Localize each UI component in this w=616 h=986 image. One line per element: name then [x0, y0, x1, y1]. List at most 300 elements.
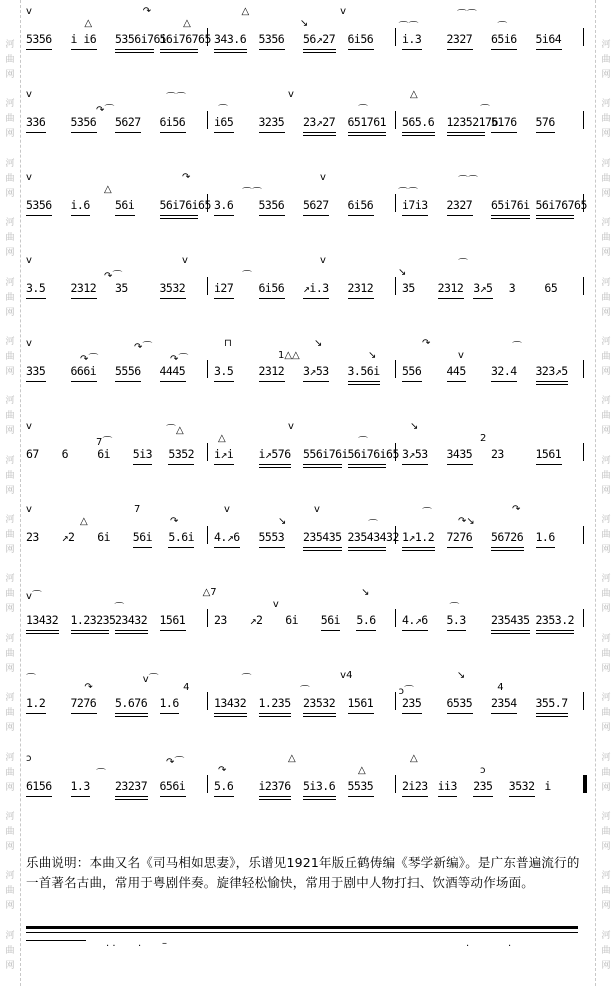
watermark-glyph: 网 — [5, 248, 15, 259]
beam-line — [438, 298, 464, 299]
ornament-mark: v⌒ — [142, 674, 159, 685]
beam-line — [536, 630, 575, 631]
beam-line — [491, 630, 530, 631]
note-group: 56i76i65 — [159, 198, 211, 212]
note-group: 65i6 — [491, 32, 517, 46]
beam-line — [536, 716, 569, 717]
beam-line — [303, 467, 342, 468]
note-group: i i6 — [70, 32, 97, 46]
ornament-mark: △ — [410, 753, 418, 764]
footer-mark: . . — [106, 938, 116, 949]
ornament-mark: ⌒ — [26, 674, 36, 685]
beam-line — [26, 49, 52, 50]
ornament-mark: ⌒⌒ — [242, 188, 262, 199]
ornament-mark: ↷↘ — [458, 516, 475, 527]
beam-line — [259, 713, 292, 714]
ornament-mark: v — [26, 89, 32, 100]
beam-line — [168, 464, 194, 465]
note-group: 556i76i — [303, 447, 348, 461]
note-group: 2312 — [70, 281, 97, 295]
watermark-glyph: 河 — [601, 633, 611, 644]
beam-line — [491, 215, 530, 216]
watermark-glyph: 网 — [5, 485, 15, 496]
note-group: 6156 — [26, 779, 52, 793]
ornament-mark: △ — [288, 753, 296, 764]
note-group: 235 — [402, 696, 422, 710]
note-group: 3532 — [159, 281, 186, 295]
watermark-glyph: 曲 — [601, 648, 611, 659]
footer-marks — [26, 940, 578, 954]
beam-line — [536, 49, 562, 50]
beam-line — [214, 547, 240, 548]
ornament-mark: v⌒ — [26, 591, 42, 602]
beam-line — [259, 464, 292, 465]
watermark-glyph: 河 — [5, 336, 15, 347]
beam-line — [71, 215, 91, 216]
beam-line — [160, 298, 186, 299]
note-group: 1.3 — [70, 779, 90, 793]
watermark-glyph: 网 — [601, 604, 611, 615]
beam-line — [447, 381, 467, 382]
beam-line — [303, 381, 329, 382]
ornament-mark: v — [288, 421, 294, 432]
ornament-mark: v — [26, 255, 32, 266]
ornament-mark: ⌒⌒ — [398, 22, 419, 33]
beam-line — [303, 550, 342, 551]
beam-lines — [22, 49, 598, 59]
ornament-mark: △ — [218, 433, 226, 444]
note-group: 67 — [26, 447, 39, 461]
beam-line — [402, 381, 422, 382]
beam-line — [26, 215, 52, 216]
ornament-mark: v — [26, 6, 32, 17]
note-group: 6i — [97, 447, 111, 461]
bottom-rule-thick — [26, 926, 578, 929]
note-group: 336 — [26, 115, 46, 129]
note-group: 5.6 — [356, 613, 376, 627]
watermark-glyph: 河 — [5, 158, 15, 169]
beam-line — [26, 713, 46, 714]
watermark-glyph: 河 — [5, 396, 15, 407]
beam-line — [348, 49, 374, 50]
note-group: 355.7 — [535, 696, 568, 710]
score-row — [22, 670, 598, 740]
beam-line — [259, 298, 285, 299]
score-row — [22, 338, 598, 408]
beam-line — [348, 464, 387, 465]
note-group: 5.6i — [168, 530, 195, 544]
watermark-glyph: 曲 — [601, 589, 611, 600]
ornament-mark: v — [224, 504, 230, 515]
watermark-glyph: 河 — [5, 515, 15, 525]
note-group: 235 — [473, 779, 493, 793]
note-group: 6i56 — [258, 281, 285, 295]
watermark-glyph: 曲 — [5, 114, 15, 125]
beam-line — [160, 132, 186, 133]
ornament-mark: ⌒⌒ — [456, 10, 477, 21]
beam-line — [491, 132, 517, 133]
watermark-glyph: 曲 — [5, 470, 15, 481]
watermark-glyph: 曲 — [5, 708, 15, 719]
beam-line — [115, 796, 148, 797]
watermark-glyph: 河 — [5, 455, 15, 466]
beam-line — [303, 215, 329, 216]
watermark-glyph: 曲 — [5, 292, 15, 303]
beam-line — [447, 215, 473, 216]
beam-line — [447, 713, 473, 714]
watermark-glyph: 网 — [5, 70, 15, 80]
watermark-glyph: 河 — [601, 871, 611, 882]
watermark-glyph: 网 — [601, 901, 611, 912]
note-group: 4.↗6 — [402, 613, 428, 627]
beam-line — [160, 215, 199, 216]
ornament-mark: v — [272, 599, 279, 610]
ornament-mark: ⌒ — [368, 520, 378, 531]
beam-line — [259, 796, 292, 797]
watermark-glyph: 网 — [5, 366, 15, 377]
watermark-glyph: 河 — [601, 752, 611, 763]
note-group: i2376 — [258, 779, 291, 793]
watermark-glyph: 河 — [601, 158, 611, 169]
ornament-mark: ↘ — [299, 18, 309, 29]
note-group: 13432 — [26, 613, 59, 627]
beam-line — [71, 49, 97, 50]
watermark-glyph: 曲 — [601, 530, 611, 540]
note-group: 5356 — [258, 198, 285, 212]
watermark-glyph: 网 — [601, 426, 611, 437]
ornament-mark: ⌒ — [96, 769, 106, 780]
watermark-glyph: 曲 — [5, 648, 15, 659]
beam-line — [303, 464, 342, 465]
beam-line — [473, 298, 493, 299]
watermark-glyph: 河 — [601, 515, 611, 525]
beam-line — [115, 713, 148, 714]
beam-line — [491, 381, 517, 382]
ornament-mark: 7⌒ — [96, 437, 113, 448]
watermark-glyph: 曲 — [5, 173, 15, 184]
beam-line — [348, 796, 374, 797]
beam-line — [115, 630, 148, 631]
beam-line — [303, 716, 336, 717]
beam-line — [303, 135, 336, 136]
beam-line — [26, 630, 59, 631]
beam-line — [259, 49, 285, 50]
ornament-mark: △ — [358, 765, 366, 776]
beam-line — [115, 633, 148, 634]
beam-lines — [22, 298, 598, 308]
ornament-mark: ↷ — [182, 172, 191, 183]
beam-line — [536, 218, 575, 219]
footer-mark: – — [162, 938, 167, 949]
note-group: ↗2 — [61, 530, 75, 544]
beam-line — [71, 796, 91, 797]
watermark-glyph: 河 — [5, 218, 15, 229]
ornament-mark: ⌒ — [358, 105, 368, 116]
beam-line — [214, 298, 234, 299]
note-group: 666i — [70, 364, 97, 378]
note-group: 5627 — [303, 198, 329, 212]
ornament-mark: ⌒ — [497, 22, 508, 33]
ornament-mark: v — [320, 172, 326, 183]
beam-line — [402, 713, 422, 714]
beam-line — [259, 132, 285, 133]
note-group: 5356 — [258, 32, 285, 46]
watermark-glyph: 河 — [601, 396, 611, 407]
right-margin-watermark — [595, 0, 616, 986]
note-group: 56i76i65 — [347, 447, 399, 461]
note-group: 5356i76i — [115, 32, 167, 46]
beam-line — [536, 633, 575, 634]
beam-line — [509, 796, 535, 797]
note-group: 32.4 — [491, 364, 517, 378]
watermark-glyph: 网 — [601, 307, 611, 318]
note-group: ↗i.3 — [303, 281, 329, 295]
beam-line — [214, 132, 234, 133]
ornament-mark: ⌒△ — [166, 425, 184, 436]
beam-line — [402, 132, 435, 133]
beam-line — [303, 132, 336, 133]
ornament-mark: 7 — [134, 504, 141, 515]
note-group: 565.6 — [402, 115, 435, 129]
watermark-glyph: 河 — [601, 811, 611, 822]
watermark-glyph: 网 — [601, 188, 611, 199]
watermark-glyph: 河 — [5, 633, 15, 644]
note-group: 2353.2 — [535, 613, 575, 627]
beam-line — [491, 218, 530, 219]
note-group: 656i — [159, 779, 186, 793]
note-group: 6i56 — [159, 115, 186, 129]
piece-description: 乐曲说明：本曲又名《司马相如思妻》，乐谱见1921年版丘鹤俦编《琴学新编》。是广东普遍流行的一首著名古曲，常用于粤剧伴奏。旋律轻松愉快，常用于剧中人物打扫、饮酒等动作场面。 — [26, 855, 580, 890]
ornament-mark: △ — [410, 89, 418, 100]
ornament-mark: ↷ — [422, 338, 431, 349]
ornament-mark: ⌒⌒ — [458, 176, 478, 187]
watermark-glyph: 河 — [601, 277, 611, 288]
score-row — [22, 89, 598, 159]
watermark-glyph: 网 — [601, 782, 611, 793]
beam-line — [348, 547, 387, 548]
ornament-mark: △7 — [202, 587, 217, 598]
footer-mark: . — [138, 938, 142, 949]
note-group: 3↗5 — [473, 281, 493, 295]
note-group: 4445 — [159, 364, 186, 378]
note-group: 5.676 — [115, 696, 148, 710]
footer-mark: . — [466, 938, 470, 949]
ornament-mark: ↘ — [410, 421, 419, 432]
note-group: 445 — [446, 364, 466, 378]
ornament-mark: ⌒ — [114, 603, 125, 614]
note-group: 13432 — [214, 696, 247, 710]
note-group: i7i3 — [402, 198, 428, 212]
note-group: 23 — [26, 530, 39, 544]
note-group: 56726 — [491, 530, 524, 544]
watermark-glyph: 河 — [5, 871, 15, 882]
ornament-marks — [22, 670, 598, 698]
note-group: 323↗5 — [535, 364, 568, 378]
note-group: 1561 — [535, 447, 562, 461]
watermark-glyph: 曲 — [601, 55, 611, 65]
jianpu-score — [22, 0, 598, 850]
note-group: 5627 — [115, 115, 141, 129]
note-group: 56i — [320, 613, 341, 627]
watermark-glyph: 曲 — [601, 233, 611, 244]
beam-line — [71, 132, 97, 133]
ornament-mark: ⌒ — [241, 674, 252, 685]
watermark-glyph: 网 — [5, 960, 15, 971]
note-group: 5176 — [491, 115, 517, 129]
note-group: 5556 — [115, 364, 141, 378]
ornament-mark: ↷⌒ — [134, 342, 153, 353]
beam-line — [214, 796, 234, 797]
watermark-glyph: 曲 — [5, 826, 15, 837]
ornament-mark: 2 — [480, 433, 487, 444]
beam-line — [133, 547, 153, 548]
beam-line — [115, 49, 154, 50]
watermark-glyph: 曲 — [5, 589, 15, 600]
ornament-mark: ⌒⌒ — [166, 93, 186, 104]
ornament-mark: v — [182, 255, 188, 266]
beam-line — [402, 135, 435, 136]
beam-line — [447, 547, 473, 548]
note-group: 556 — [402, 364, 422, 378]
watermark-glyph: 网 — [5, 307, 15, 318]
note-group: 576 — [535, 115, 555, 129]
beam-line — [160, 218, 199, 219]
score-row — [22, 6, 598, 76]
watermark-glyph: 网 — [601, 485, 611, 496]
ornament-marks — [22, 753, 598, 781]
note-group: 5.3 — [446, 613, 466, 627]
beam-line — [303, 52, 336, 53]
watermark-glyph: 曲 — [5, 411, 15, 422]
watermark-glyph: 网 — [5, 188, 15, 199]
beam-line — [491, 49, 517, 50]
watermark-glyph: 曲 — [5, 55, 15, 65]
watermark-glyph: 曲 — [601, 708, 611, 719]
note-group: 5i64 — [535, 32, 562, 46]
beam-line — [115, 799, 148, 800]
watermark-glyph: 河 — [601, 218, 611, 229]
note-group: 1561 — [159, 613, 186, 627]
ornament-mark: ↘ — [361, 587, 370, 598]
watermark-glyph: 网 — [5, 723, 15, 734]
left-margin-watermark — [0, 0, 21, 986]
beam-line — [438, 796, 458, 797]
beam-line — [348, 550, 387, 551]
beam-line — [259, 381, 285, 382]
watermark-glyph: 网 — [5, 545, 15, 555]
beam-line — [214, 713, 247, 714]
ornament-mark: ↷⌒ — [170, 354, 189, 365]
beam-line — [71, 713, 97, 714]
beam-lines — [22, 381, 598, 391]
note-group: 12352176 — [446, 115, 498, 129]
beam-line — [259, 716, 292, 717]
note-group: 5356 — [26, 198, 52, 212]
note-group: 5535 — [347, 779, 374, 793]
watermark-glyph: 河 — [5, 40, 15, 50]
note-group: 56i76765 — [535, 198, 587, 212]
note-group: 2i23 — [402, 779, 428, 793]
note-group: 23↗27 — [303, 115, 336, 129]
beam-line — [447, 132, 486, 133]
beam-line — [115, 52, 154, 53]
note-group: 1561 — [347, 696, 374, 710]
ornament-mark: ↷⌒ — [166, 757, 185, 768]
score-row — [22, 504, 598, 574]
beam-lines — [22, 464, 598, 474]
beam-line — [491, 547, 524, 548]
note-group: 3↗53 — [402, 447, 428, 461]
note-group: i.3 — [402, 32, 422, 46]
beam-lines — [22, 132, 598, 142]
ornament-mark: ↷ — [170, 516, 179, 527]
beam-line — [447, 135, 486, 136]
beam-line — [491, 713, 517, 714]
note-group: 1↗1.2 — [402, 530, 435, 544]
beam-line — [536, 713, 569, 714]
note-group: 6 — [61, 447, 69, 461]
ornament-mark: ↷⌒ — [96, 105, 115, 116]
beam-line — [160, 52, 199, 53]
beam-line — [259, 547, 285, 548]
ornament-mark: △ — [241, 6, 250, 17]
note-group: 6i56 — [347, 198, 374, 212]
beam-line — [71, 630, 110, 631]
ornament-mark: 1△△ — [278, 350, 300, 361]
watermark-glyph: 曲 — [5, 945, 15, 956]
ornament-mark: ⌒ — [458, 259, 468, 270]
ornament-mark: ⌒ — [242, 271, 252, 282]
beam-line — [26, 381, 46, 382]
note-group: i.6 — [70, 198, 90, 212]
beam-line — [160, 713, 180, 714]
beam-line — [402, 215, 428, 216]
note-group: 2327 — [446, 198, 473, 212]
beam-line — [214, 464, 234, 465]
ornament-mark: ↘ — [456, 670, 466, 681]
beam-line — [402, 49, 422, 50]
score-row — [22, 753, 598, 823]
beam-line — [536, 132, 556, 133]
ornament-marks — [22, 421, 598, 449]
note-group: 335 — [26, 364, 46, 378]
note-group: ii3 — [437, 779, 457, 793]
note-group: i — [544, 779, 551, 793]
watermark-glyph: 曲 — [601, 886, 611, 897]
beam-line — [71, 381, 97, 382]
ornament-mark: ↘ — [314, 338, 323, 349]
watermark-glyph: 河 — [601, 574, 611, 585]
watermark-glyph: 曲 — [601, 470, 611, 481]
watermark-glyph: 曲 — [5, 530, 15, 540]
note-group: 23237 — [115, 779, 148, 793]
beam-line — [402, 796, 428, 797]
watermark-glyph: 网 — [5, 841, 15, 852]
watermark-glyph: 网 — [601, 663, 611, 674]
beam-line — [115, 381, 141, 382]
note-group: 23543432 — [347, 530, 399, 544]
score-row — [22, 421, 598, 491]
note-group: 5356 — [70, 115, 97, 129]
ornament-mark: ↄ — [26, 753, 32, 764]
note-group: 235435 — [303, 530, 342, 544]
ornament-mark: ↷ — [84, 682, 93, 693]
beam-line — [536, 381, 569, 382]
note-group: 1.235 — [258, 696, 291, 710]
note-group: i↗576 — [258, 447, 291, 461]
ornament-mark: ⌒ — [358, 437, 368, 448]
note-group: 3.6 — [214, 198, 234, 212]
